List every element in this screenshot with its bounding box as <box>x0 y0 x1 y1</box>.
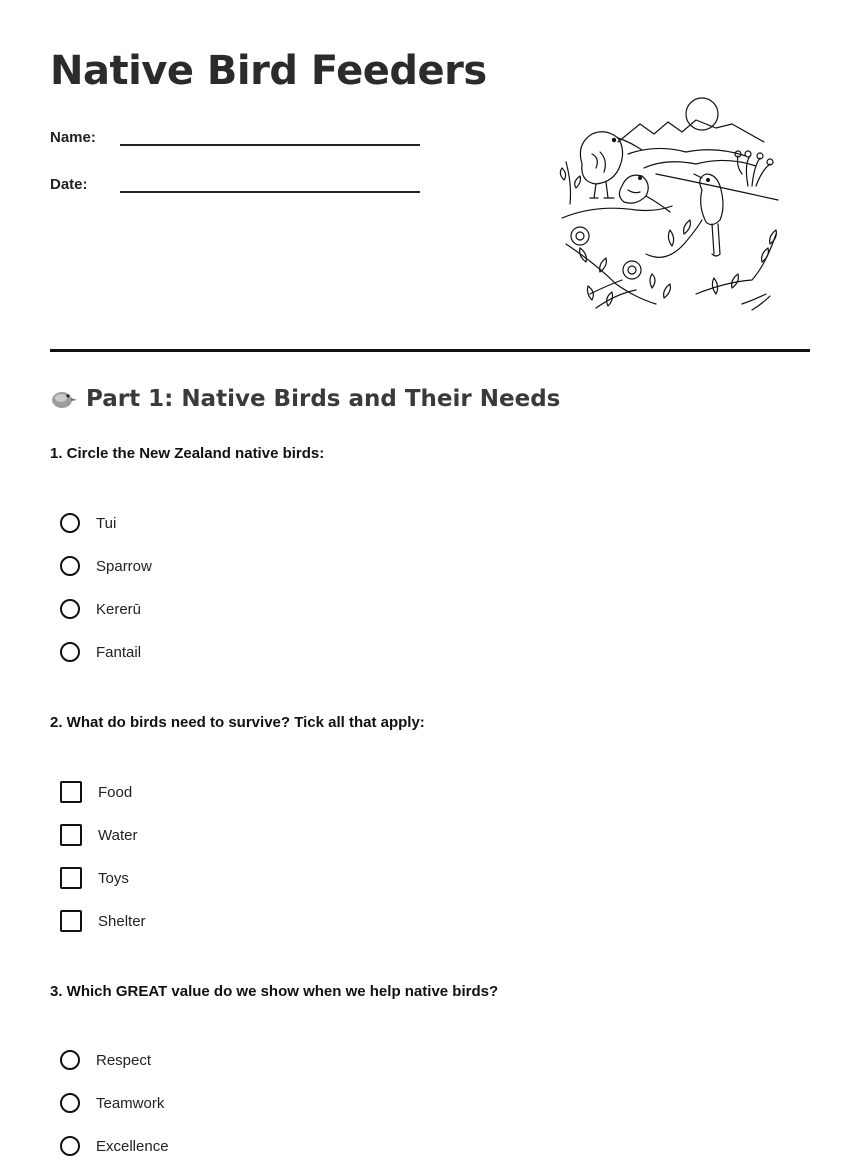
name-field <box>50 120 420 146</box>
radio-circle[interactable] <box>60 556 80 576</box>
fantail-shape <box>619 175 648 203</box>
option-water[interactable] <box>60 822 137 848</box>
radio-circle[interactable] <box>60 1050 80 1070</box>
name-line[interactable] <box>120 120 420 146</box>
option-label: Respect <box>96 1051 152 1069</box>
worksheet-title: Native Bird Feeders <box>50 48 487 94</box>
question-2: 2. What do birds need to survive? Tick all that apply: <box>50 714 425 731</box>
tui-shape <box>700 174 723 225</box>
option-label: Fantail <box>96 643 142 661</box>
radio-circle[interactable] <box>60 1093 80 1113</box>
option-fantail[interactable] <box>60 639 141 665</box>
question-1: 1. Circle the New Zealand native birds: <box>50 445 325 462</box>
kiwi-shape <box>580 132 622 184</box>
question-3: 3. Which GREAT value do we show when we help native birds? <box>50 983 499 1000</box>
name-label: Name: <box>50 129 96 146</box>
option-label: Sparrow <box>96 557 152 575</box>
option-label: Toys <box>98 869 129 887</box>
option-label: Tui <box>96 514 117 532</box>
section-title-text: Part 1: Native Birds and Their Needs <box>86 386 561 412</box>
date-field <box>50 167 420 193</box>
header-divider <box>50 349 810 352</box>
option-kereru[interactable] <box>60 596 141 622</box>
mountains-shape <box>618 120 764 142</box>
option-label: Food <box>98 783 133 801</box>
radio-circle[interactable] <box>60 513 80 533</box>
option-toys[interactable] <box>60 865 129 891</box>
checkbox[interactable] <box>60 910 82 932</box>
option-label: Water <box>98 826 138 844</box>
checkbox[interactable] <box>60 824 82 846</box>
option-shelter[interactable] <box>60 908 146 934</box>
option-label: Excellence <box>96 1137 169 1155</box>
radio-circle[interactable] <box>60 599 80 619</box>
option-food[interactable] <box>60 779 132 805</box>
radio-circle[interactable] <box>60 642 80 662</box>
native-birds-illustration <box>556 94 782 316</box>
kiwi-bird-icon <box>50 387 78 411</box>
option-label: Kererū <box>96 600 142 618</box>
option-teamwork[interactable] <box>60 1090 164 1116</box>
radio-circle[interactable] <box>60 1136 80 1156</box>
date-label: Date: <box>50 176 88 193</box>
checkbox[interactable] <box>60 781 82 803</box>
option-label: Shelter <box>98 912 146 930</box>
option-excellence[interactable] <box>60 1133 169 1159</box>
flower-shape <box>571 227 589 245</box>
option-label: Teamwork <box>96 1094 165 1112</box>
checkbox[interactable] <box>60 867 82 889</box>
date-line[interactable] <box>120 167 420 193</box>
option-respect[interactable] <box>60 1047 151 1073</box>
option-tui[interactable] <box>60 510 116 536</box>
section-title <box>50 386 560 412</box>
option-sparrow[interactable] <box>60 553 152 579</box>
